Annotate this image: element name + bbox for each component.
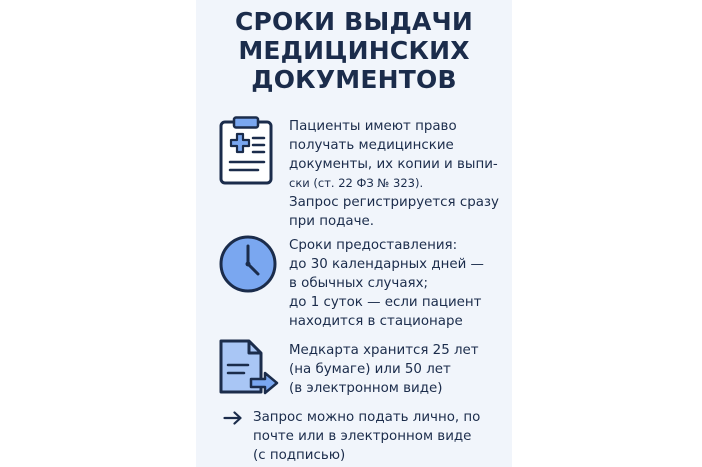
title-line-1: СРОКИ ВЫДАЧИ — [234, 7, 474, 36]
poster-title — [196, 7, 512, 94]
item-storage-text: Медкарта хранится 25 лет (на бумаге) или 50 лет (в электронном виде) — [289, 343, 479, 396]
item-rights-text: Пациенты имеют право получать медицинские документы, их копии и выпи- ски (ст. 22 ФЗ № 323). Запрос регистрируется сразу при подаче. — [289, 119, 499, 229]
item-submission-text: Запрос можно подать лично, по почте или в электронном виде (с подписью) — [253, 410, 481, 463]
document-arrow-icon — [218, 338, 282, 396]
title-line-2: МЕДИЦИНСКИХ — [238, 36, 470, 65]
item-deadlines-text: Сроки предоставления: до 30 календарных дней — в обычных случаях; до 1 суток — если пациент находится в стационаре — [289, 238, 484, 329]
arrow-right-icon — [223, 411, 243, 425]
clipboard-medical-icon — [218, 116, 274, 186]
info-poster — [196, 0, 512, 467]
clock-icon — [218, 234, 278, 294]
title-line-3: ДОКУМЕНТОВ — [251, 65, 457, 94]
